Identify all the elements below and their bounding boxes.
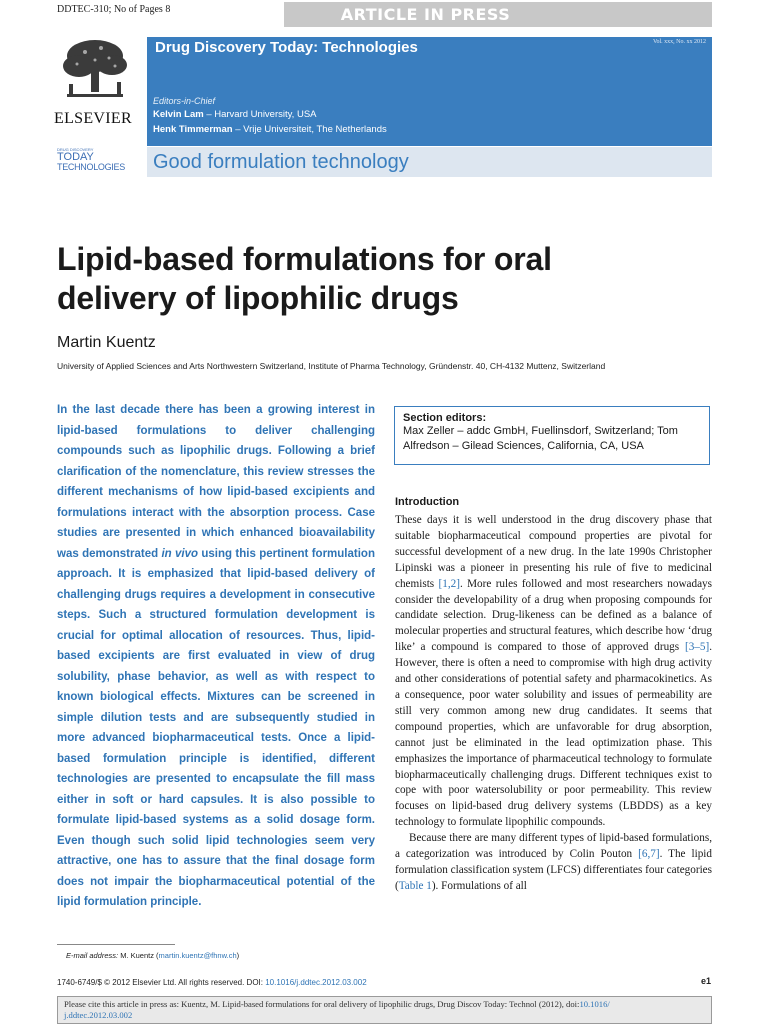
manuscript-info: DDTEC-310; No of Pages 8 — [57, 4, 171, 15]
copyright-doi: 1740-6749/$ © 2012 Elsevier Ltd. All rights reserved. DOI: 10.1016/j.ddtec.2012.03.002 — [57, 978, 367, 987]
title-line-1: Lipid-based formulations for oral — [57, 241, 552, 277]
volume-info: Vol. xxx, No. xx 2012 — [652, 39, 706, 45]
editors-label: Editors-in-Chief — [153, 96, 216, 106]
author-name: Martin Kuentz — [57, 334, 156, 351]
journal-header-band — [147, 37, 712, 146]
logo-line-1: DRUG DISCOVERY — [57, 147, 94, 152]
reference-link[interactable]: [1,2] — [438, 577, 460, 590]
editor-in-chief: Henk Timmerman – Vrije Universiteit, The Netherlands — [153, 124, 387, 135]
introduction-body — [395, 513, 712, 895]
email-link[interactable]: martin.kuentz@fhnw.ch — [158, 951, 237, 960]
banner-label: ARTICLE IN PRESS — [340, 5, 511, 24]
title-line-2: delivery of lipophilic drugs — [57, 280, 459, 316]
section-editors-heading: Section editors: — [403, 412, 487, 424]
paragraph: These days it is well understood in the drug discovery phase that suitable biopharmaceutical compound properties are pivotal for successful development of a new drug. In the late 1990s Christopher Lipinski was a pioneer in presenting his rule of five to medicinal chemists [1,2]. More rules followed and most researchers nowadays consider the developability of a drug when proposing compounds for candidate selection. Drug-likeness can be defined as a balance of molecular properties and structural features, which describe how ‘drug like’ a compound is compared to those of approved drugs [3–5]. However, there is often a need to compromise with high drug activity and other considerations of potential safety and pharmacokinetics. As a consequence, poor water solubility and issues of permeability are still very common among new drug candidates. It seems that compound properties, which are unfavorable for drug absorption, cannot just be eliminated in the lead optimization phase. This emphasizes the importance of pharmaceutical technology to formulate biopharmaceutically challenging drugs. Different techniques exist to cope with poor watersolubility or poor permeability. This review focuses on lipid-based drug delivery systems (LBDDS) as a key technology to formulate lipophilic compounds. — [395, 514, 712, 829]
footnote-rule — [57, 944, 175, 945]
section-title: Good formulation technology — [153, 151, 409, 173]
section-editors-box — [394, 406, 710, 465]
paragraph: Because there are many different types of lipid-based formulations, a categorization was introduced by Colin Pouton [6,7]. The lipid formulation classification system (LFCS) differentiates four categories (Table 1). Formulations of all — [395, 832, 713, 892]
logo-line-2: TODAY — [57, 151, 94, 163]
table-link[interactable]: Table 1 — [398, 879, 432, 892]
logo-line-3: TECHNOLOGIES — [57, 162, 125, 172]
publisher-name: ELSEVIER — [54, 110, 132, 127]
citation-box: Please cite this article in press as: Kuentz, M. Lipid-based formulations for oral delivery of lipophilic drugs, Drug Discov Today: Technol (2012), doi:10.1016/ j.ddtec.2012.03.002 — [57, 996, 712, 1024]
section-bar — [147, 147, 712, 177]
elsevier-tree-icon — [57, 36, 133, 106]
footnote-email: E-mail address: M. Kuentz (martin.kuentz@fhnw.ch) — [66, 951, 240, 960]
page-number: e1 — [701, 976, 712, 986]
doi-link[interactable]: 10.1016/j.ddtec.2012.03.002 — [265, 978, 367, 987]
ddt-logo-icon — [57, 147, 137, 179]
introduction-heading: Introduction — [395, 496, 460, 508]
reference-link[interactable]: [6,7] — [638, 848, 660, 861]
editor-in-chief: Kelvin Lam – Harvard University, USA — [153, 109, 317, 120]
citation-doi-link[interactable]: 10.1016/ — [579, 999, 610, 1009]
citation-doi-link-cont[interactable]: j.ddtec.2012.03.002 — [64, 1010, 133, 1020]
abstract: In the last decade there has been a growing interest in lipid-based formulations to deliver challenging compounds such as lipophilic drugs. Following a brief clarification of the nomenclature, this review stresses the different mechanisms of how lipid-based excipients and formulations interact with the absorption process. Case studies are presented in which enhanced bioavailability was demonstrated in vivo using this pertinent formulation approach. It is emphasized that lipid-based delivery of challenging drugs requires a development in consecutive steps. Such a structured formulation development is crucial for optimal allocation of resources. Thus, lipid-based excipients are first evaluated in view of drug solubility, phase behavior, as well as with respect to known biological effects. Mixtures can be screened in simple dilution tests and are subsequently studied in more advanced biopharmaceutical tests. Once a lipid-based formulation principle is identified, different technologies are presented to encapsulate the fill mass either in soft or hard capsules. It is also possible to formulate lipid-based systems as a solid dosage form. Even though such solid lipid technologies seem very attractive, one has to assure that the final dosage form does not impair the biopharmaceutical potential of the lipid formulation principle. — [57, 404, 375, 908]
section-editors-text: Max Zeller – addc GmbH, Fuellinsdorf, Switzerland; Tom Alfredson – Gilead Sciences, California, CA, USA — [403, 425, 678, 452]
article-title — [57, 240, 697, 318]
article-in-press-banner — [284, 2, 712, 27]
reference-link[interactable]: [3–5] — [684, 641, 710, 654]
author-affiliation: University of Applied Sciences and Arts Northwestern Switzerland, Institute of Pharma Technology, Gründenstr. 40, CH-4132 Muttenz, Switzerland — [57, 361, 606, 371]
journal-title: Drug Discovery Today: Technologies — [155, 39, 418, 56]
